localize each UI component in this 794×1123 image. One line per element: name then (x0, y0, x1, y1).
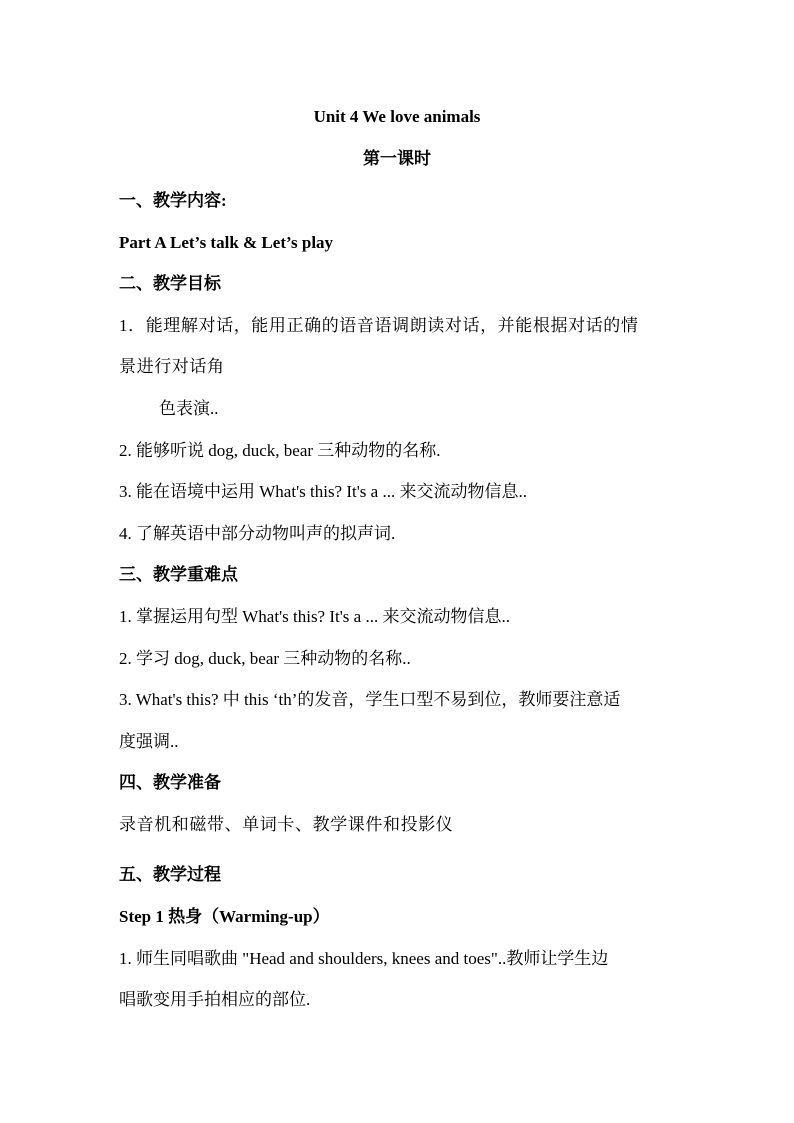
section-heading-content: 一、教学内容: (119, 191, 227, 210)
document-subtitle: 第一课时 (363, 149, 431, 168)
key-point-item-3-line-1: 3. What's this? 中 this ‘th’的发音，学生口型不易到位，教师要注意适 (119, 690, 621, 709)
objective-item-4: 4. 了解英语中部分动物叫声的拟声词. (119, 524, 396, 543)
objective-item-1-line-2: 景进行对话角 (119, 357, 225, 376)
step-1-item-1-line-1: 1. 师生同唱歌曲 "Head and shoulders, knees and toes"..教师让学生边 (119, 949, 609, 968)
step-1-heading: Step 1 热身（Warming-up） (119, 907, 330, 926)
section-heading-preparation: 四、教学准备 (119, 773, 221, 792)
objective-item-1-line-3: 色表演.. (159, 399, 219, 418)
key-point-item-3-line-2: 度强调.. (119, 732, 179, 751)
section-content-part: Part A Let’s talk & Let’s play (119, 233, 334, 252)
step-1-item-1-line-2: 唱歌变用手拍相应的部位. (119, 990, 311, 1009)
objective-item-3: 3. 能在语境中运用 What's this? It's a ... 来交流动物信息.. (119, 482, 527, 501)
section-heading-process: 五、教学过程 (119, 865, 221, 884)
section-heading-key-points: 三、教学重难点 (119, 565, 238, 584)
key-point-item-1: 1. 掌握运用句型 What's this? It's a ... 来交流动物信息.. (119, 607, 510, 626)
document-title: Unit 4 We love animals (313, 107, 481, 126)
key-point-item-2: 2. 学习 dog, duck, bear 三种动物的名称.. (119, 649, 411, 668)
preparation-content: 录音机和磁带、单词卡、教学课件和投影仪 (119, 815, 454, 834)
objective-item-2: 2. 能够听说 dog, duck, bear 三种动物的名称. (119, 441, 441, 460)
section-heading-objectives: 二、教学目标 (119, 274, 221, 293)
objective-item-1-line-1: 1．能理解对话，能用正确的语音语调朗读对话，并能根据对话的情 (119, 316, 639, 335)
